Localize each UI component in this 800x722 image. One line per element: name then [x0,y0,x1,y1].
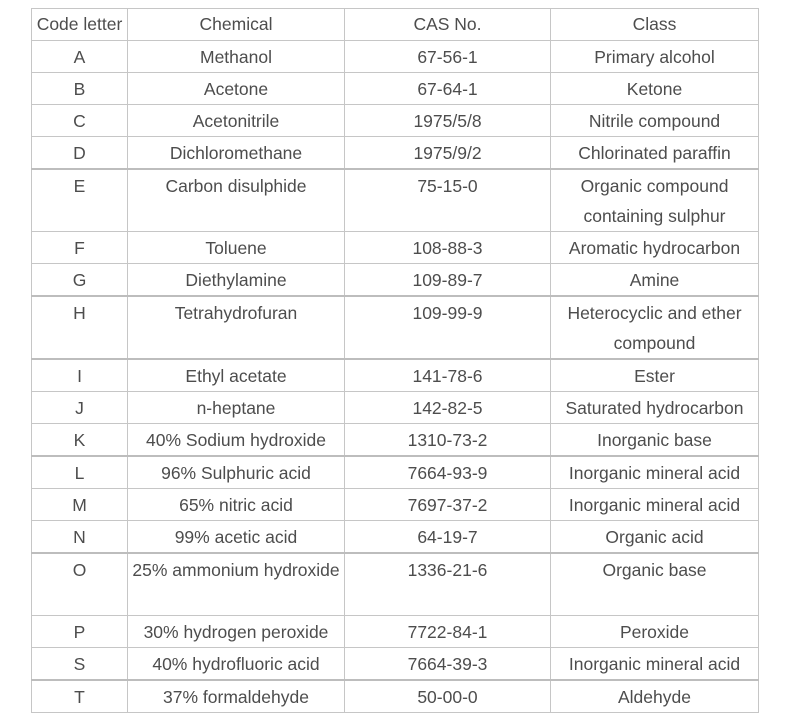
chemical-cell: Carbon disulphide [128,169,345,232]
code-letter-cell: T [32,680,128,713]
chemical-cell: Diethylamine [128,264,345,297]
cas-number-cell: 141-78-6 [345,359,551,392]
class-cell: Peroxide [551,616,759,648]
code-letter-cell: I [32,359,128,392]
code-letter-cell: D [32,137,128,170]
code-letter-cell: F [32,232,128,264]
code-letter-cell: L [32,456,128,489]
class-cell: Aldehyde [551,680,759,713]
code-letter-cell: E [32,169,128,232]
chemical-cell: Ethyl acetate [128,359,345,392]
header-chemical: Chemical [128,9,345,41]
code-letter-cell: P [32,616,128,648]
class-cell: Nitrile compound [551,105,759,137]
cas-number-cell: 7664-93-9 [345,456,551,489]
cas-number-cell: 108-88-3 [345,232,551,264]
table-header-row [32,9,759,41]
cas-number-cell: 7722-84-1 [345,616,551,648]
cas-number-cell: 1975/9/2 [345,137,551,170]
chemical-cell: Methanol [128,41,345,73]
class-cell: Ester [551,359,759,392]
table-row [32,456,759,489]
code-letter-cell: K [32,424,128,457]
table-row [32,521,759,554]
class-cell: Primary alcohol [551,41,759,73]
chemical-table [31,8,759,713]
chemical-cell: Dichloromethane [128,137,345,170]
code-letter-cell: C [32,105,128,137]
class-cell: Heterocyclic and ether compound [551,296,759,359]
table-row [32,105,759,137]
cas-number-cell: 75-15-0 [345,169,551,232]
class-cell: Organic base [551,553,759,616]
code-letter-cell: J [32,392,128,424]
chemical-cell: Acetone [128,73,345,105]
class-cell: Inorganic mineral acid [551,456,759,489]
chemical-table-container [31,8,759,713]
cas-number-cell: 142-82-5 [345,392,551,424]
chemical-cell: 37% formaldehyde [128,680,345,713]
class-cell: Organic compound containing sulphur [551,169,759,232]
cas-number-cell: 64-19-7 [345,521,551,554]
chemical-cell: 30% hydrogen peroxide [128,616,345,648]
code-letter-cell: A [32,41,128,73]
table-row [32,73,759,105]
code-letter-cell: G [32,264,128,297]
table-row [32,553,759,616]
chemical-cell: 40% hydrofluoric acid [128,648,345,681]
class-cell: Amine [551,264,759,297]
table-row [32,232,759,264]
code-letter-cell: N [32,521,128,554]
cas-number-cell: 1336-21-6 [345,553,551,616]
header-cas-no: CAS No. [345,9,551,41]
chemical-cell: Toluene [128,232,345,264]
table-row [32,169,759,232]
table-row [32,264,759,297]
table-row [32,137,759,170]
cas-number-cell: 1975/5/8 [345,105,551,137]
table-row [32,680,759,713]
table-row [32,489,759,521]
class-cell: Aromatic hydrocarbon [551,232,759,264]
code-letter-cell: S [32,648,128,681]
class-cell: Inorganic base [551,424,759,457]
cas-number-cell: 7697-37-2 [345,489,551,521]
class-cell: Saturated hydrocarbon [551,392,759,424]
table-row [32,392,759,424]
chemical-cell: n-heptane [128,392,345,424]
chemical-cell: 25% ammonium hydroxide [128,553,345,616]
table-row [32,296,759,359]
class-cell: Inorganic mineral acid [551,648,759,681]
table-row [32,616,759,648]
header-code-letter: Code letter [32,9,128,41]
table-row [32,424,759,457]
chemical-cell: 96% Sulphuric acid [128,456,345,489]
header-class: Class [551,9,759,41]
cas-number-cell: 7664-39-3 [345,648,551,681]
cas-number-cell: 67-56-1 [345,41,551,73]
code-letter-cell: B [32,73,128,105]
class-cell: Chlorinated paraffin [551,137,759,170]
chemical-cell: Tetrahydrofuran [128,296,345,359]
chemical-cell: 40% Sodium hydroxide [128,424,345,457]
cas-number-cell: 109-99-9 [345,296,551,359]
code-letter-cell: H [32,296,128,359]
cas-number-cell: 1310-73-2 [345,424,551,457]
code-letter-cell: O [32,553,128,616]
class-cell: Ketone [551,73,759,105]
chemical-cell: Acetonitrile [128,105,345,137]
cas-number-cell: 109-89-7 [345,264,551,297]
table-row [32,648,759,681]
chemical-cell: 99% acetic acid [128,521,345,554]
chemical-cell: 65% nitric acid [128,489,345,521]
table-row [32,359,759,392]
class-cell: Organic acid [551,521,759,554]
table-row [32,41,759,73]
code-letter-cell: M [32,489,128,521]
class-cell: Inorganic mineral acid [551,489,759,521]
cas-number-cell: 67-64-1 [345,73,551,105]
cas-number-cell: 50-00-0 [345,680,551,713]
